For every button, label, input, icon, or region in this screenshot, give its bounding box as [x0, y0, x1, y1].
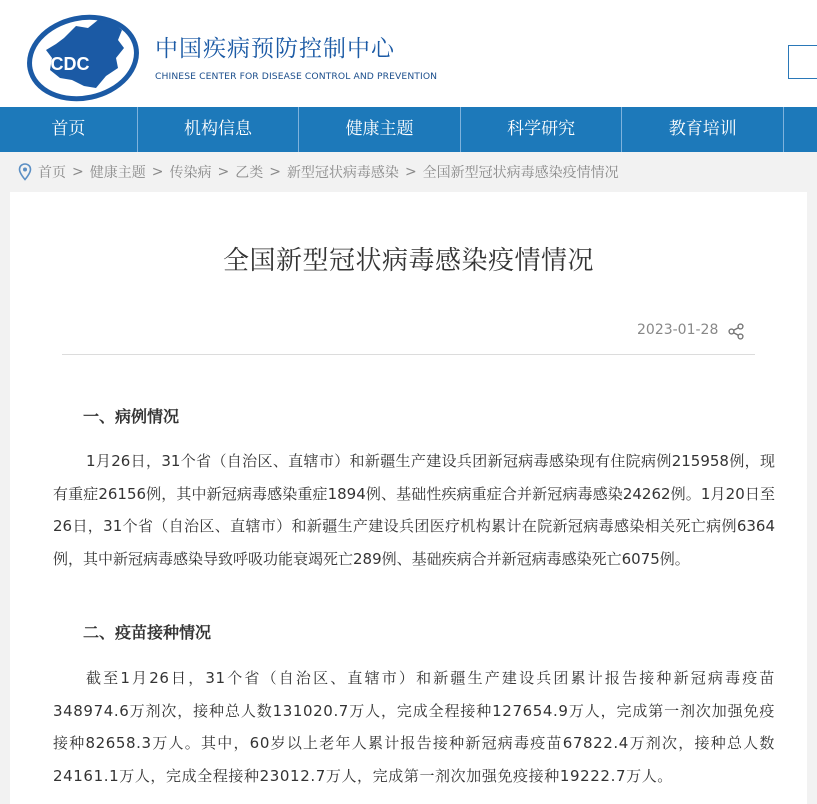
section-heading-vaccination: 二、疫苗接种情况: [83, 623, 212, 642]
breadcrumb-separator: >: [72, 164, 84, 180]
article-date: 2023-01-28: [637, 322, 719, 338]
breadcrumb-separator: >: [151, 164, 164, 180]
logo-text: CDC: [50, 54, 90, 74]
china-map-logo-icon[interactable]: [26, 8, 140, 102]
breadcrumb-current-page[interactable]: 全国新型冠状病毒感染疫情情况: [422, 165, 619, 181]
search-input[interactable]: [788, 45, 817, 79]
breadcrumb-health-topics[interactable]: 健康主题: [89, 165, 146, 181]
section-paragraph-cases: 1月26日，31个省（自治区、直辖市）和新疆生产建设兵团新冠病毒感染现有住院病例215958例，现有重症26156例，其中新冠病毒感染重症1894例、基础性疾病重症合并新冠病毒感染24262例。1月20日至26日，31个省（自治区、直辖市）和新疆生产建设兵团医疗机构累计在院新冠病毒感染相关死亡病例6364例，其中新冠病毒感染导致呼吸功能衰竭死亡289例、基础疾病合并新冠病毒感染死亡6075例。: [53, 452, 775, 568]
breadcrumb-separator: >: [269, 164, 281, 180]
nav-item-organization[interactable]: 机构信息: [138, 107, 300, 152]
nav-item-education[interactable]: 教育培训: [622, 107, 784, 152]
main-nav: [0, 107, 817, 152]
nav-item-health-topics[interactable]: 健康主题: [299, 107, 461, 152]
breadcrumb-class-b[interactable]: 乙类: [235, 165, 264, 181]
org-name-en: CHINESE CENTER FOR DISEASE CONTROL AND PREVENTION: [155, 71, 438, 82]
breadcrumb-home[interactable]: 首页: [38, 165, 66, 181]
org-name-cn[interactable]: 中国疾病预防控制中心: [155, 36, 395, 62]
breadcrumb-infectious-diseases[interactable]: 传染病: [169, 165, 212, 181]
nav-item-home[interactable]: 首页: [0, 107, 138, 152]
site-header: [0, 0, 817, 107]
section-paragraph-vaccination: 截至1月26日，31个省（自治区、直辖市）和新疆生产建设兵团累计报告接种新冠病毒疫苗348974.6万剂次，接种总人数131020.7万人，完成全程接种127654.9万人，完成第一剂次加强免疫接种82658.3万人。其中，60岁以上老年人累计报告接种新冠病毒疫苗67822.4万剂次，接种总人数24161.1万人，完成全程接种23012.7万人，完成第一剂次加强免疫接种19222.7万人。: [53, 669, 775, 785]
breadcrumb-separator: >: [404, 164, 417, 180]
location-pin-icon: [18, 163, 32, 181]
nav-item-more[interactable]: [784, 107, 817, 152]
nav-item-research[interactable]: 科学研究: [461, 107, 623, 152]
article-title: 全国新型冠状病毒感染疫情情况: [222, 246, 594, 276]
breadcrumb-covid[interactable]: 新型冠状病毒感染: [286, 165, 399, 181]
section-heading-cases: 一、病例情况: [83, 407, 180, 426]
title-divider: [62, 354, 755, 355]
breadcrumb-separator: >: [217, 164, 230, 180]
share-icon[interactable]: [728, 323, 744, 340]
breadcrumb: [18, 161, 619, 183]
article-card: [10, 192, 807, 804]
